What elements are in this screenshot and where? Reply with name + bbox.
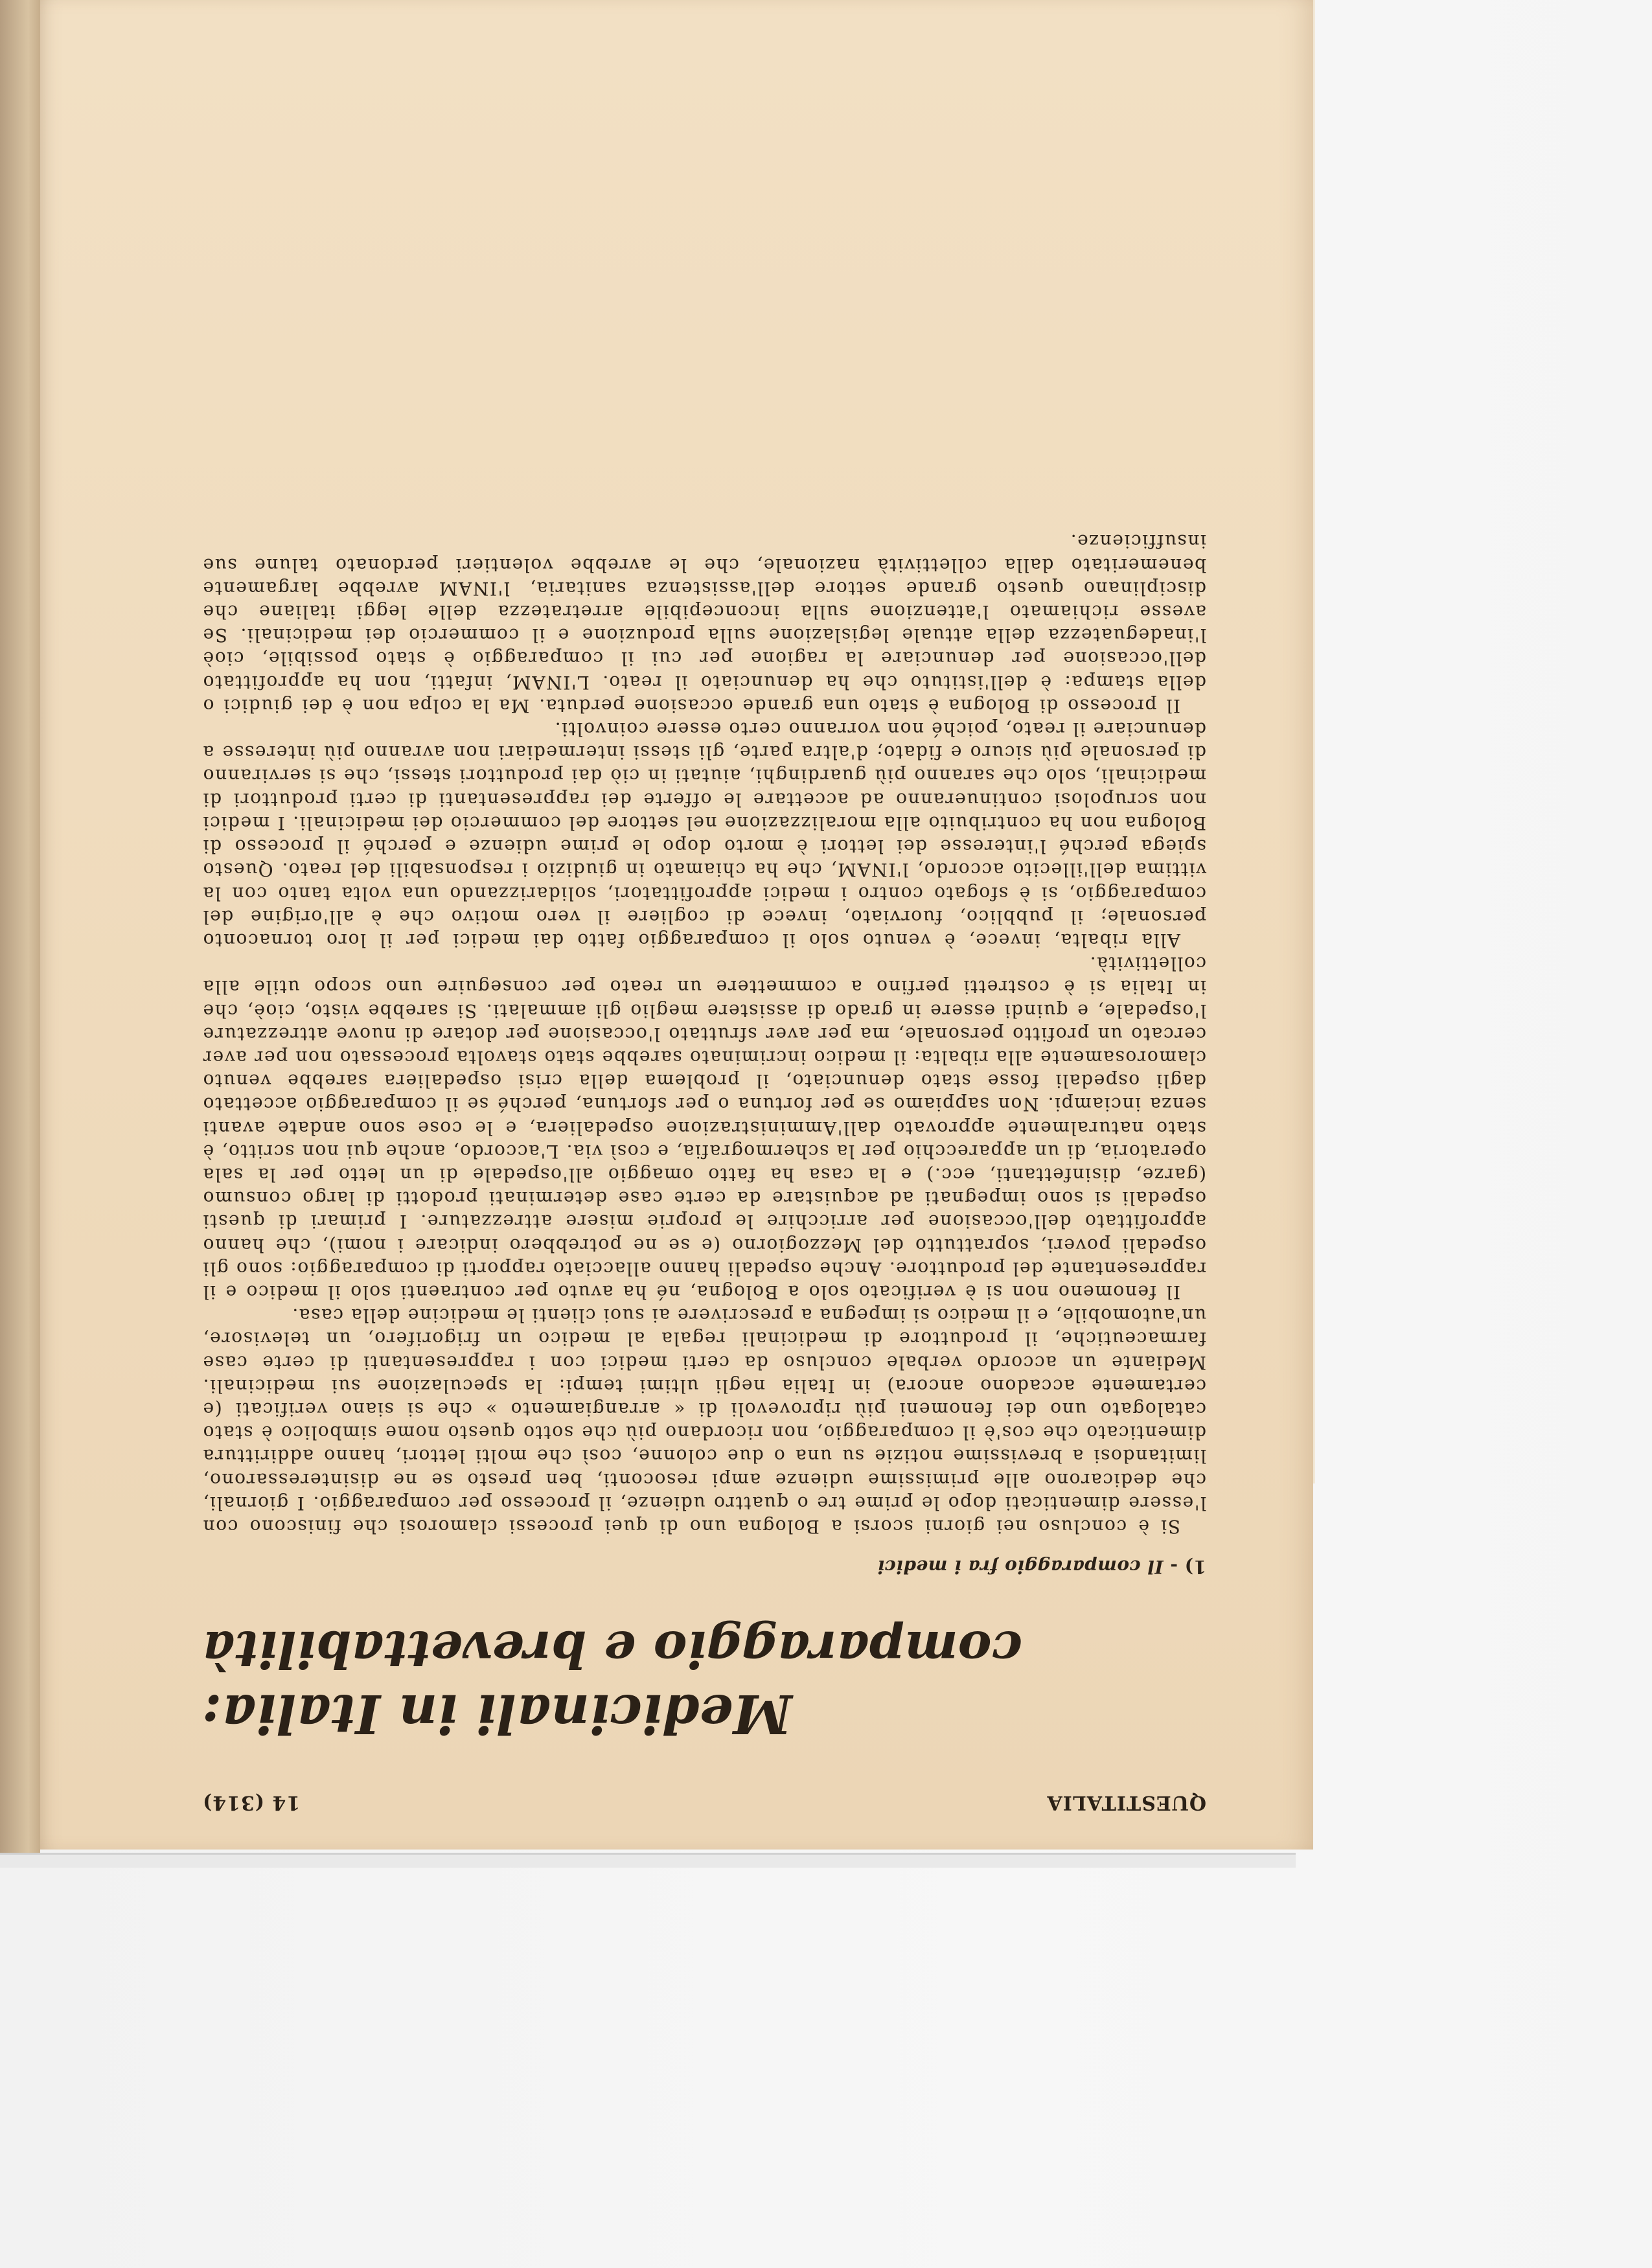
article-body — [202, 529, 1206, 1538]
section-number: 1) - — [1169, 1556, 1206, 1577]
section-heading — [202, 1556, 1206, 1577]
section-title: Il comparaggio fra i medici — [877, 1556, 1164, 1577]
article-title — [202, 1616, 1206, 1746]
page-number: 14 (314) — [202, 1791, 301, 1814]
rotated-article — [202, 97, 1206, 1814]
running-head — [202, 1791, 1206, 1814]
title-line-2: comparaggio e brevettabilità — [202, 1620, 1023, 1678]
paragraph: Il processo di Bologna è stato una grande occasione perduta. Ma la colpa non è dei giudici o della stampa: è dell'istituto che ha denunciato il reato. L'INAM, infatti, non ha approfittato dell'occasione per denunciare la ragione per cui il comparaggio è stato possibile, cioè l'inadeguatezza della attuale legislazione sulla produzione e il commercio dei medicinali. Se avesse richiamato l'attenzione sulla inconcepibile arretratezza delle leggi italiane che disciplinano questo grande settore dell'assistenza sanitaria, l'INAM avrebbe largamente benemeritato dalla collettività nazionale, che le avrebbe volentieri perdonato talune sue insufficienze. — [202, 531, 1206, 716]
magazine-page — [40, 0, 1313, 1850]
paragraph: Si è concluso nei giorni scorsi a Bologna uno di quei processi clamorosi che finiscono con l'essere dimenticati dopo le prime tre o quattro udienze, il processo per comparaggio. I giornali, che dedicarono alle primissime udienze ampi resoconti, ben presto se ne disinteressarono, limitandosi a brevissime notizie su una o due colonne, così che molti lettori, hanno addirittura dimenticato che cos'è il comparaggio, non ricordano più che sotto questo nome simbolico è stato catalogato uno dei fenomeni più riprovevoli di « arrangiamento » che si siano verificati (e certamente accadono ancora) in Italia negli ultimi tempi: la speculazione sui medicinali. Mediante un accordo verbale concluso da certi medici con i rappresentanti di certe case farmaceutiche, il produttore di medicinali regala al medico un frigorifero, un televisore, un'automobile, e il medico si impegna a prescrivere ai suoi clienti le medicine della casa. — [202, 1305, 1206, 1537]
journal-name: QUESTITALIA — [1046, 1791, 1206, 1814]
paragraph: Il fenomeno non si è verificato solo a Bologna, né ha avuto per contraenti solo il medico e il rappresentante del produttore. Anche ospedali hanno allacciato rapporti di comparaggio: sono gli ospedali poveri, soprattutto del Mezzogiorno (e se ne potrebbero indicare i nomi), che hanno approfittato dell'occasione per arricchire le proprie misere attrezzature. I primari di questi ospedali si sono impegnati ad acquistare da certe case determinati prodotti di largo consumo (garze, disinfettanti, ecc.) e la casa ha fatto omaggio all'ospedale di un letto per la sala operatoria, di un apparecchio per la schermografia, e così via. L'accordo, anche qui non scritto, è stato naturalmente approvato dall'Amministrazione ospedaliera, e le cose sono andate avanti senza inciampi. Non sappiamo se per fortuna o per sfortuna, perché se il comparaggio accettato dagli ospedali fosse stato denunciato, il problema della crisi ospedaliera sarebbe venuto clamorosamente alla ribalta: il medico incriminato sarebbe stato stavolta processato non per aver cercato un profitto personale, ma per aver sfruttato l'occasione per dotare di nuove attrezzature l'ospedale, e quindi essere in grado di assistere meglio gli ammalati. Si sarebbe visto, cioè, che in Italia si è costretti perfino a commettere un reato per conseguire uno scopo utile alla collettività. — [202, 953, 1206, 1303]
title-line-1: Medicinali in Italia: — [202, 1682, 792, 1745]
paragraph: Alla ribalta, invece, è venuto solo il comparaggio fatto dai medici per il loro tornaconto personale; il pubblico, fuorviato, invece di cogliere il vero motivo che è all'origine del comparaggio, si è sfogato contro i medici approfittatori, solidarizzando una volta tanto con la vittima dell'illecito accordo, l'INAM, che ha chiamato in giudizio i responsabili del reato. Questo spiega perché l'interesse dei lettori è morto dopo le prime udienze e perché il processo di Bologna non ha contribuito alla moralizzazione nel settore del commercio dei medicinali. I medici non scrupolosi continueranno ad accettare le offerte dei rappresentanti di certi produttori di medicinali, solo che saranno più guardinghi, aiutati in ciò dai produttori stessi, che si serviranno di personale più sicuro e fidato; d'altra parte, gli stessi intermediari non avranno più interesse a denunciare il reato, poiché non vorranno certo essere coinvolti. — [202, 718, 1206, 951]
adjacent-page-edge — [0, 0, 40, 1853]
paper-strip — [0, 1853, 1296, 1868]
